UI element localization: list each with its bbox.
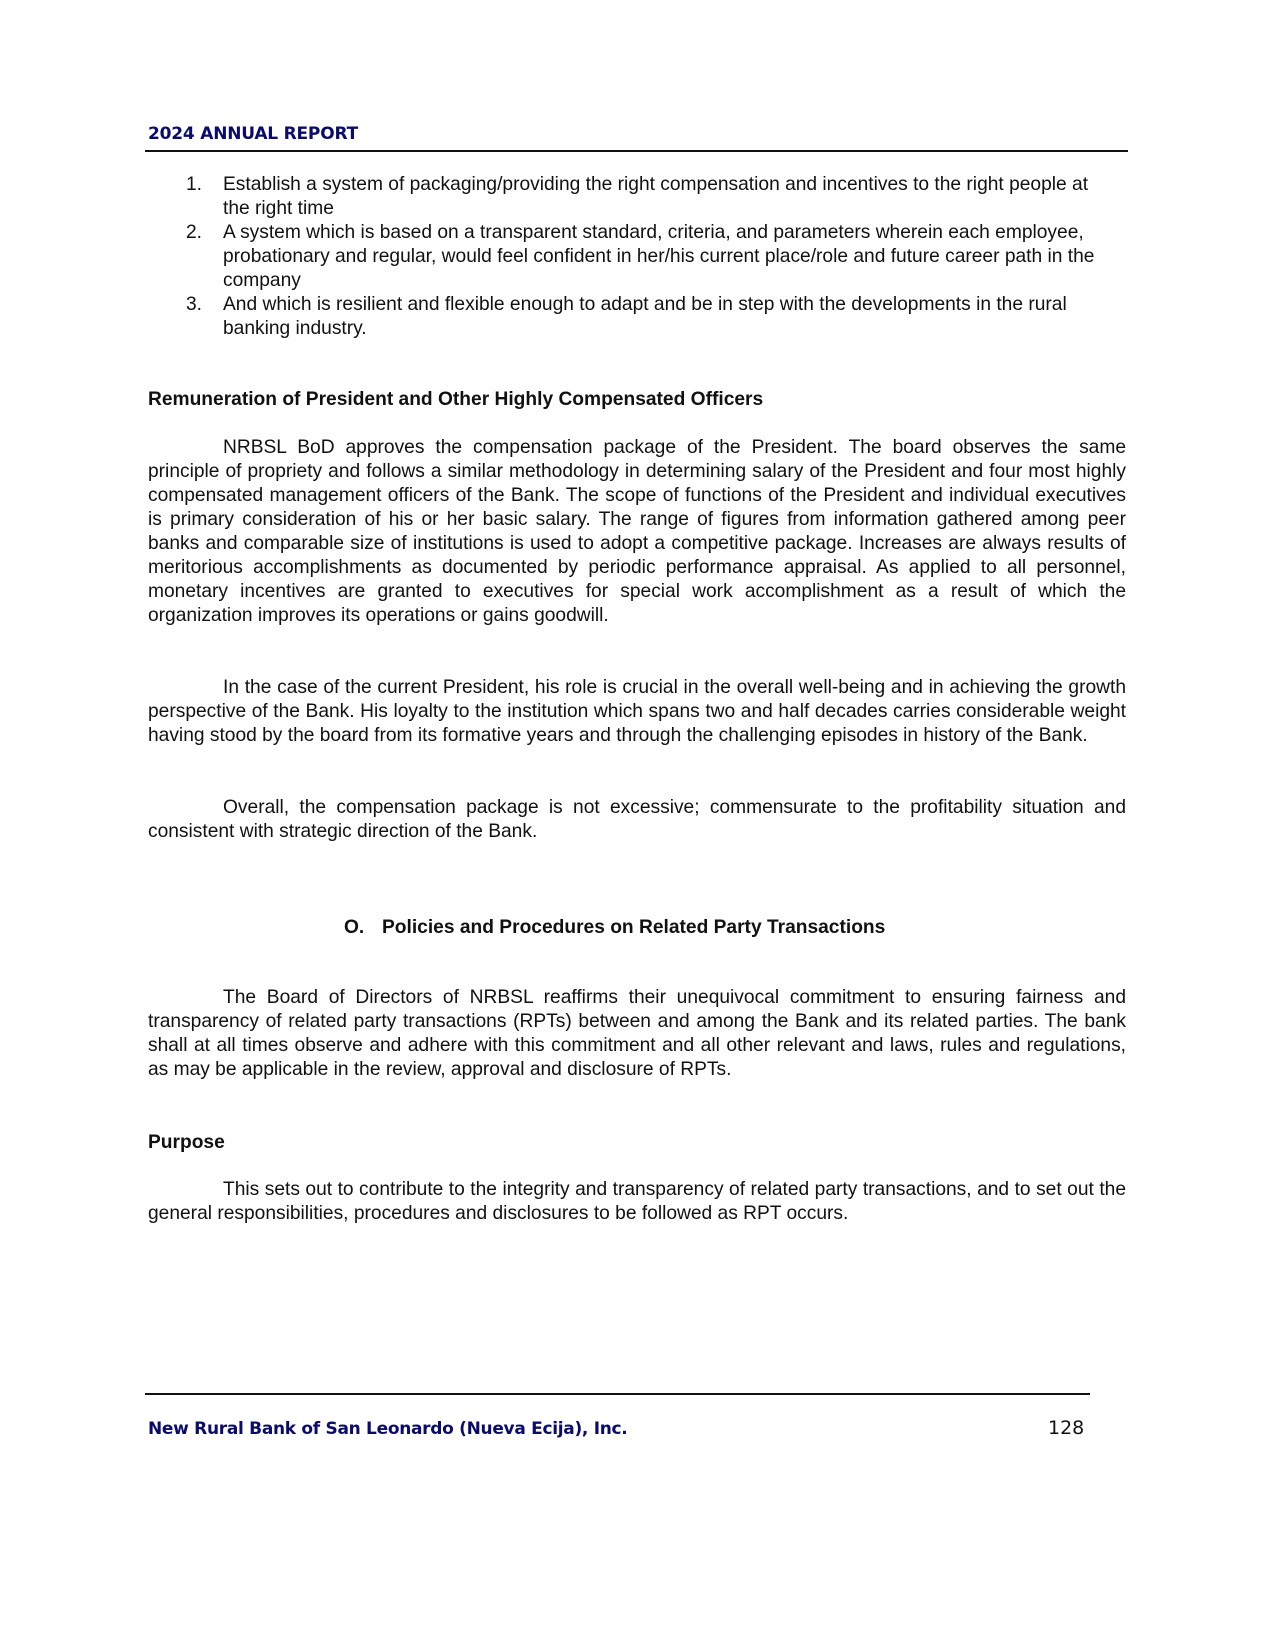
rpt-commitment-paragraph — [148, 986, 1126, 1082]
paragraph-text: In the case of the current President, his role is crucial in the overall well-being and in achieving the growth perspective of the Bank. His loyalty to the institution which spans two and half decades carries considerable weight having stood by the board from its formative years and through the challenging episodes in history of the Bank. — [148, 677, 1126, 746]
list-item-text: And which is resilient and flexible enough to adapt and be in step with the developments in the rural banking industry. — [223, 294, 1067, 339]
paragraph-text: Overall, the compensation package is not excessive; commensurate to the profitability situation and consistent with strategic direction of the Bank. — [148, 797, 1126, 842]
remuneration-paragraph-3 — [148, 796, 1126, 844]
list-number: 3. — [186, 294, 203, 315]
footer-divider — [145, 1393, 1090, 1395]
header-divider — [145, 150, 1128, 152]
paragraph-text: This sets out to contribute to the integrity and transparency of related party transactions, and to set out the general responsibilities, procedures and disclosures to be followed as RPT occurs. — [148, 1179, 1126, 1224]
section-letter: O. — [344, 917, 365, 938]
remuneration-paragraph-2 — [148, 676, 1126, 748]
list-item — [148, 293, 1108, 341]
remuneration-paragraph-1 — [148, 436, 1126, 628]
purpose-paragraph — [148, 1178, 1126, 1226]
paragraph-text: The Board of Directors of NRBSL reaffirms their unequivocal commitment to ensuring fairness and transparency of related party transactions (RPTs) between and among the Bank and its related parties. The bank shall at all times observe and adhere with this commitment and all other relevant and laws, rules and regulations, as may be applicable in the review, approval and disclosure of RPTs. — [148, 987, 1126, 1080]
list-number: 1. — [186, 174, 203, 195]
footer-bank-name: New Rural Bank of San Leonardo (Nueva Ecija), Inc. — [148, 1419, 628, 1439]
list-item — [148, 221, 1108, 293]
paragraph-text: NRBSL BoD approves the compensation package of the President. The board observes the same principle of propriety and follows a similar methodology in determining salary of the President and four most highly compensated management officers of the Bank. The scope of functions of the President and individual executives is primary consideration of his or her basic salary. The range of figures from information gathered among peer banks and comparable size of institutions is used to adopt a competitive package. Increases are always results of meritorious accomplishments as documented by periodic performance appraisal. As applied to all personnel, monetary incentives are granted to executives for special work accomplishment as a result of which the organization improves its operations or gains goodwill. — [148, 437, 1126, 626]
purpose-heading: Purpose — [148, 1132, 225, 1153]
page-number: 128 — [1048, 1417, 1085, 1439]
list-item-text: A system which is based on a transparent standard, criteria, and parameters wherein each employee, probationary and regular, would feel confident in her/his current place/role and future career path in the company — [223, 222, 1095, 291]
list-number: 2. — [186, 222, 203, 243]
objectives-list — [148, 173, 1108, 341]
list-item-text: Establish a system of packaging/providing the right compensation and incentives to the right people at the right time — [223, 174, 1089, 219]
section-o-heading — [344, 916, 885, 940]
running-header-title: 2024 ANNUAL REPORT — [148, 124, 358, 144]
remuneration-heading: Remuneration of President and Other Highly Compensated Officers — [148, 389, 764, 410]
list-item — [148, 173, 1108, 221]
section-title: Policies and Procedures on Related Party Transactions — [382, 917, 886, 938]
